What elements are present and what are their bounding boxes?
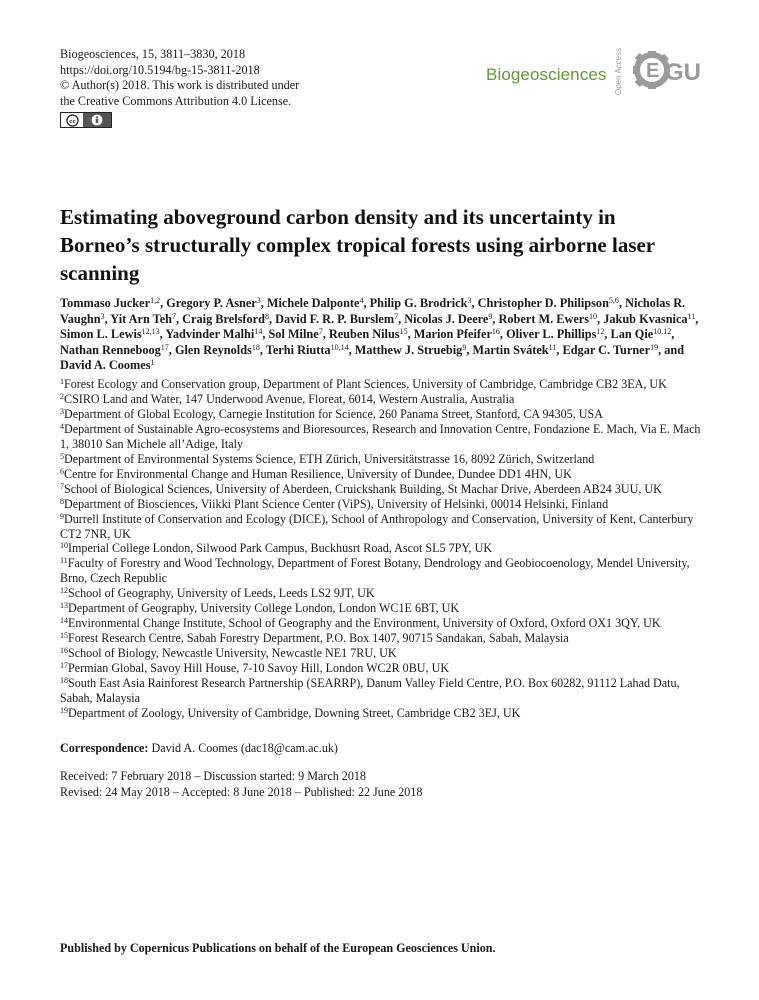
author-separator: , <box>604 327 611 342</box>
affiliation-text: Department of Global Ecology, Carnegie Institution for Science, 260 Panama Street, Stanford, CA 94305, USA <box>64 406 603 421</box>
author-affiliation-ref: 9 <box>462 342 467 352</box>
author-separator: , <box>499 327 507 342</box>
author-name: Matthew J. Struebig <box>354 342 463 357</box>
affiliation-item <box>60 482 705 497</box>
author-name: Jakub Kvasnica <box>603 311 688 326</box>
affiliation-item <box>60 646 705 661</box>
dates-line-2: Revised: 24 May 2018 – Accepted: 8 June 2018 – Published: 22 June 2018 <box>60 784 423 799</box>
affiliation-text: Imperial College London, Silwood Park Campus, Buckhusrt Road, Ascot SL5 7PY, UK <box>68 541 493 556</box>
author-affiliation-ref: 18 <box>251 342 260 352</box>
author <box>603 312 698 326</box>
author-name: Terhi Riutta <box>265 342 331 357</box>
author-affiliation-ref: 11 <box>548 342 557 352</box>
affiliation-number: 14 <box>60 616 68 626</box>
affiliation-number: 15 <box>60 631 68 641</box>
author-affiliation-ref: 1,2 <box>150 296 161 305</box>
author-separator: , and <box>658 342 685 357</box>
by-attribution-icon <box>83 113 111 127</box>
author-name: Gregory P. Asner <box>166 296 257 310</box>
correspondence-label: Correspondence: <box>60 741 149 755</box>
author <box>611 327 675 341</box>
author-affiliation-ref: 16 <box>491 327 500 337</box>
author-name: David A. Coomes <box>60 358 151 373</box>
affiliation-text: Permian Global, Savoy Hill House, 7-10 Savoy Hill, London WC2R 0BU, UK <box>68 661 450 676</box>
author <box>563 343 685 357</box>
author <box>60 358 155 372</box>
affiliation-item <box>60 497 705 512</box>
affiliation-item <box>60 452 705 467</box>
journal-brand <box>486 38 706 98</box>
author-affiliation-ref: 11 <box>687 311 696 321</box>
author-separator: , <box>492 311 499 326</box>
author-separator: , <box>363 296 370 310</box>
open-access-label: Open Access <box>614 47 623 95</box>
affiliation-number: 10 <box>60 541 68 551</box>
affiliation-text: Centre for Environmental Change and Human Resilience, University of Dundee, Dundee DD1 4HN, UK <box>64 466 572 481</box>
author-name: Robert M. Ewers <box>498 311 590 326</box>
author <box>267 296 370 310</box>
affiliation-number: 17 <box>60 661 68 671</box>
author-name: Sol Milne <box>268 327 319 342</box>
affiliation-number: 13 <box>60 601 68 611</box>
doi-link[interactable]: https://doi.org/10.5194/bg-15-3811-2018 <box>60 62 260 77</box>
author-affiliation-ref: 7 <box>394 311 399 321</box>
affiliation-text: Department of Environmental Systems Science, ETH Zürich, Universitätstrasse 16, 8092 Zürich, Switzerland <box>64 451 595 466</box>
author-separator: , <box>466 342 473 357</box>
author-name: Nicholas R. Vaughn <box>60 296 686 326</box>
affiliation-item <box>60 706 705 721</box>
affiliation-number: 9 <box>60 511 64 521</box>
author <box>266 343 355 357</box>
egu-logo-icon <box>632 40 702 98</box>
affiliation-text: Forest Research Centre, Sabah Forestry Department, P.O. Box 1407, 90715 Sandakan, Sabah, Malaysia <box>68 631 569 646</box>
svg-text:E: E <box>646 60 660 82</box>
license-line: the Creative Commons Attribution 4.0 License. <box>60 93 292 108</box>
correspondence <box>60 741 338 756</box>
affiliation-number: 1 <box>60 377 64 386</box>
author-name: David F. R. P. Burslem <box>275 311 395 326</box>
affiliation-text: Environmental Change Institute, School of Geography and the Environment, University of Oxford, Oxford OX1 3QY, UK <box>68 616 661 631</box>
affiliation-number: 8 <box>60 496 64 506</box>
author-name: Michele Dalponte <box>266 296 360 310</box>
author-affiliation-ref: 12 <box>596 327 605 337</box>
author <box>175 343 266 357</box>
author-affiliation-ref: 10,12 <box>653 327 672 337</box>
author-separator: , <box>160 296 167 310</box>
author-name: Tommaso Jucker <box>60 296 151 310</box>
author-separator: , <box>556 342 563 357</box>
cc-icon <box>61 113 83 127</box>
author-name: Reuben Nilus <box>328 327 400 342</box>
affiliation-item <box>60 601 705 616</box>
author-affiliation-ref: 8 <box>264 311 269 321</box>
author-affiliation-ref: 17 <box>160 342 169 352</box>
affiliation-list <box>60 377 705 721</box>
affiliation-text: CSIRO Land and Water, 147 Underwood Avenue, Floreat, 6014, Western Australia, Australia <box>64 391 515 406</box>
author-list <box>60 296 705 374</box>
author-separator: , <box>618 296 626 310</box>
author-name: Edgar C. Turner <box>562 342 651 357</box>
publication-dates <box>60 769 422 800</box>
publisher-footer: Published by Copernicus Publications on behalf of the European Geosciences Union. <box>60 941 496 955</box>
author-name: Simon L. Lewis <box>60 327 142 342</box>
author-separator: , <box>348 342 355 357</box>
author <box>355 343 473 357</box>
author-separator: , <box>159 327 166 342</box>
affiliation-text: School of Geography, University of Leeds, Leeds LS2 9JT, UK <box>68 586 375 601</box>
affiliation-number: 19 <box>60 705 68 715</box>
affiliation-item <box>60 661 705 676</box>
author-name: Martin Svátek <box>472 342 549 357</box>
author-name: Yit Arn Teh <box>110 311 173 326</box>
copyright-line: © Author(s) 2018. This work is distributed under <box>60 78 300 92</box>
dates-line-1: Received: 7 February 2018 – Discussion started: 9 March 2018 <box>60 769 366 783</box>
affiliation-item <box>60 616 705 631</box>
journal-name: Biogeosciences <box>486 65 607 84</box>
author-affiliation-ref: 10 <box>589 311 598 321</box>
affiliation-number: 6 <box>60 466 64 476</box>
author <box>268 327 328 341</box>
author-name: Craig Brelsford <box>182 311 265 326</box>
author-affiliation-ref: 4 <box>359 296 364 305</box>
author-separator: , <box>471 296 478 310</box>
correspondence-text[interactable]: David A. Coomes (dac18@cam.ac.uk) <box>151 741 338 755</box>
affiliation-item <box>60 377 705 392</box>
author <box>60 296 166 310</box>
affiliation-item <box>60 467 705 482</box>
author <box>329 327 414 341</box>
author <box>478 296 625 310</box>
author <box>60 327 165 341</box>
author-separator: , <box>671 327 675 342</box>
author-separator: , <box>322 327 329 342</box>
author-name: Philip G. Brodrick <box>369 296 468 310</box>
affiliation-number: 2 <box>60 391 64 401</box>
affiliation-number: 5 <box>60 451 64 461</box>
author <box>110 312 182 326</box>
citation-block <box>60 47 299 131</box>
author <box>275 312 404 326</box>
author <box>404 312 498 326</box>
affiliation-number: 3 <box>60 406 64 416</box>
affiliation-item <box>60 541 705 556</box>
author-name: Christopher D. Philipson <box>477 296 609 310</box>
author-separator: , <box>268 311 276 326</box>
affiliation-text: Department of Geography, University College London, London WC1E 6BT, UK <box>68 601 460 616</box>
affiliation-text: Forest Ecology and Conservation group, Department of Plant Sciences, University of Cambridge, Cambridge CB2 3EA, UK <box>64 377 667 391</box>
affiliation-text: South East Asia Rainforest Research Partnership (SEARRP), Danum Valley Field Centre, P.O. Box 60282, 91112 Lahad Datu, Sabah, Malaysia <box>60 676 680 706</box>
author <box>506 327 610 341</box>
author-separator: , <box>695 311 699 326</box>
author-affiliation-ref: 3 <box>256 296 261 305</box>
author-separator: , <box>597 311 604 326</box>
citation-line: Biogeosciences, 15, 3811–3830, 2018 <box>60 47 246 61</box>
affiliation-item <box>60 631 705 646</box>
author-separator: , <box>407 327 414 342</box>
author-name: Marion Pfeifer <box>413 327 492 342</box>
author-separator: , <box>259 342 266 357</box>
affiliation-item <box>60 422 705 452</box>
author-separator: , <box>260 296 267 310</box>
author-affiliation-ref: 5,6 <box>608 296 619 305</box>
affiliation-item <box>60 556 705 586</box>
author-affiliation-ref: 9 <box>488 311 493 321</box>
author-separator: , <box>104 311 111 326</box>
affiliation-number: 7 <box>60 481 64 491</box>
author <box>60 343 175 357</box>
svg-text:GU: GU <box>665 59 701 86</box>
author-affiliation-ref: 3 <box>467 296 472 305</box>
author-affiliation-ref: 15 <box>399 327 408 337</box>
author-name: Nicolas J. Deere <box>404 311 489 326</box>
affiliation-text: School of Biological Sciences, University of Aberdeen, Cruickshank Building, St Machar Drive, Aberdeen AB24 3UU, UK <box>64 481 662 496</box>
author-name: Yadvinder Malhi <box>165 327 255 342</box>
author-affiliation-ref: 7 <box>318 327 323 337</box>
author <box>472 343 562 357</box>
author-affiliation-ref: 12,13 <box>141 327 160 337</box>
author-affiliation-ref: 14 <box>254 327 263 337</box>
affiliation-text: Durrell Institute of Conservation and Ecology (DICE), School of Anthropology and Conservation, University of Kent, Canterbury CT2 7NR, UK <box>60 511 694 541</box>
affiliation-number: 18 <box>60 676 68 686</box>
author-separator: , <box>398 311 405 326</box>
affiliation-item <box>60 586 705 601</box>
svg-text:cc: cc <box>68 118 76 125</box>
author-name: Nathan Renneboog <box>60 342 161 357</box>
author-affiliation-ref: 10,14 <box>330 342 349 352</box>
affiliation-item <box>60 676 705 706</box>
author-affiliation-ref: 19 <box>650 342 659 352</box>
cc-by-license-icon[interactable] <box>60 112 112 128</box>
author-affiliation-ref: 7 <box>172 311 177 321</box>
author <box>499 312 604 326</box>
author <box>165 327 268 341</box>
affiliation-text: Department of Sustainable Agro-ecosystems and Bioresources, Research and Innovation Centre, Fondazione E. Mach, Via E. Mach 1, 38010 San Michele all’Adige, Italy <box>60 421 701 451</box>
author <box>182 312 275 326</box>
affiliation-text: Faculty of Forestry and Wood Technology, Department of Forest Botany, Dendrology and Geobiocoenology, Mendel University, Brno, Czech Republic <box>60 556 690 586</box>
author-separator: , <box>176 311 183 326</box>
affiliation-text: Department of Zoology, University of Cambridge, Downing Street, Cambridge CB2 3EJ, UK <box>68 705 521 720</box>
paper-title: Estimating aboveground carbon density and its uncertainty in Borneo’s structurally complex tropical forests using airborne laser scanning <box>60 205 655 285</box>
author <box>166 296 267 310</box>
affiliation-item <box>60 512 705 542</box>
author-name: Lan Qie <box>610 327 654 342</box>
affiliation-item <box>60 407 705 422</box>
author-affiliation-ref: 3 <box>100 311 105 321</box>
author-affiliation-ref: 1 <box>150 358 155 368</box>
affiliation-item <box>60 392 705 407</box>
author-name: Oliver L. Phillips <box>506 327 597 342</box>
affiliation-number: 11 <box>60 556 68 566</box>
author-separator: , <box>168 342 175 357</box>
author-separator: , <box>262 327 269 342</box>
affiliation-text: School of Biology, Newcastle University, Newcastle NE1 7RU, UK <box>68 646 397 661</box>
affiliation-number: 4 <box>60 421 64 431</box>
affiliation-number: 12 <box>60 586 68 596</box>
author-name: Glen Reynolds <box>174 342 252 357</box>
author <box>370 296 478 310</box>
affiliation-text: Department of Biosciences, Viikki Plant Science Center (ViPS), University of Helsinki, 00014 Helsinki, Finland <box>64 496 609 511</box>
author <box>414 327 506 341</box>
affiliation-number: 16 <box>60 646 68 656</box>
